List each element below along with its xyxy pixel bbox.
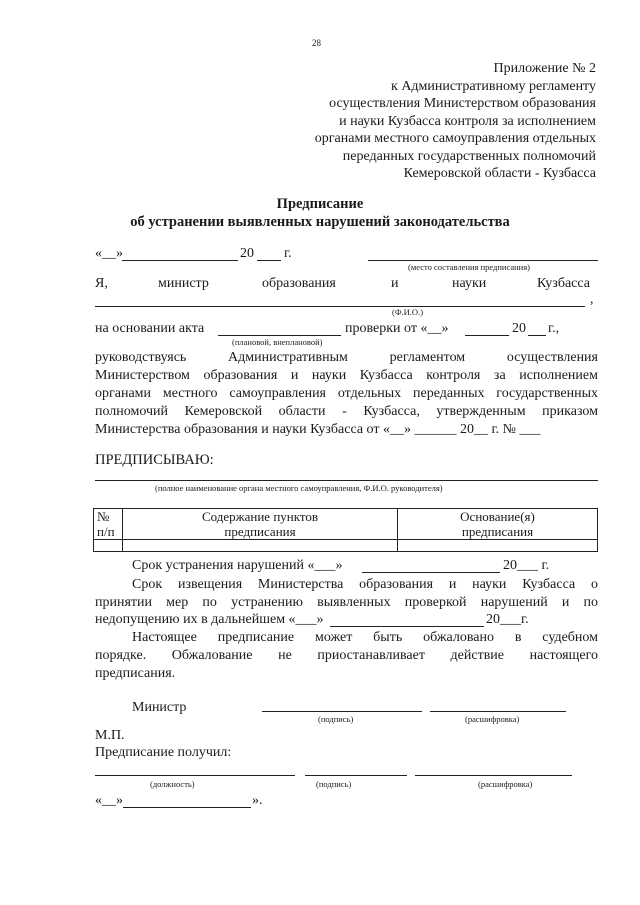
header-num: №	[97, 509, 110, 524]
appendix-line: Кемеровской области - Кузбасса	[403, 166, 596, 181]
order-line	[95, 480, 598, 481]
receive-date-end: ».	[252, 793, 263, 808]
date-year: 20	[240, 246, 254, 261]
stamp-mark: М.П.	[95, 728, 125, 743]
minister-word: образования	[262, 276, 336, 291]
notice-line: недопущению их в дальнейшем «___»	[95, 612, 324, 627]
minister-word: Я,	[95, 276, 108, 291]
fio-comma: ,	[590, 292, 594, 307]
act-month-line	[465, 335, 509, 336]
appeal-line: Настоящее предписание может быть обжаловано в судебном	[132, 630, 598, 645]
date-suffix: г.	[284, 246, 292, 261]
table-row	[94, 540, 598, 552]
deadline-date-line	[362, 572, 500, 573]
appendix-line: к Административному регламенту	[391, 78, 596, 94]
header-basis: Основание(я)	[460, 509, 535, 524]
appendix-line: осуществления Министерством образования	[329, 96, 596, 111]
appeal-line: порядке. Обжалование не приостанавливает действие настоящего	[95, 648, 598, 663]
appendix-line: органами местного самоуправления отдельных	[314, 131, 596, 146]
deadline-year: 20___ г.	[503, 558, 550, 573]
appendix-line: переданных государственных полномочий	[342, 148, 596, 164]
header-num-sub: п/п	[97, 524, 115, 539]
received-label: Предписание получил:	[95, 745, 232, 760]
act-prefix: на основании акта	[95, 321, 205, 336]
table-cell	[94, 540, 123, 552]
minister-word: Кузбасса	[537, 276, 590, 291]
table-header-cell	[123, 509, 398, 540]
act-type-line	[218, 335, 341, 336]
header-basis-sub: предписания	[461, 524, 534, 539]
body-line: руководствуясь Административным регламентом осуществления	[95, 350, 598, 365]
minister-word: науки	[452, 276, 487, 291]
act-year-line	[528, 335, 546, 336]
title-line-2: об устранении выявленных нарушений законодательства	[130, 214, 510, 230]
notice-line: принятии мер по устранению выявленных проверкой нарушений и по	[95, 595, 598, 610]
receive-date-line	[123, 807, 251, 808]
table-cell	[123, 540, 398, 552]
receive-date-open: «__»	[95, 793, 123, 808]
deadline-line: Срок устранения нарушений «___»	[132, 558, 343, 573]
appendix-line: и науки Кузбасса контроля за исполнением	[339, 113, 596, 129]
minister-decode-line	[430, 711, 566, 712]
decode-caption: (расшифровка)	[465, 714, 520, 724]
act-year: 20	[512, 321, 526, 336]
appendix-header	[315, 60, 596, 183]
notice-year: 20___г.	[486, 612, 529, 627]
sign-caption: (подпись)	[318, 714, 354, 724]
minister-word: министр	[158, 276, 209, 291]
position-line	[95, 775, 295, 776]
header-content-sub: предписания	[224, 524, 296, 539]
body-line: органами местного самоуправления отдельных переданных государственных	[95, 386, 598, 401]
page-number: 28	[312, 38, 321, 48]
place-caption: (место составления предписания)	[408, 262, 530, 272]
date-month-line	[122, 260, 238, 261]
fio-caption: (Ф.И.О.)	[392, 307, 424, 317]
body-line: полномочий Кемеровской области - Кузбасса, утвержденным приказом	[95, 404, 598, 419]
minister-word: и	[391, 276, 399, 291]
minister-label: Министр	[132, 700, 187, 715]
order-heading: ПРЕДПИСЫВАЮ:	[95, 452, 214, 468]
table-cell	[398, 540, 598, 552]
act-suffix: г.,	[548, 321, 560, 336]
order-caption: (полное наименование органа местного самоуправления, Ф.И.О. руководителя)	[155, 483, 443, 493]
prescription-table	[93, 508, 598, 552]
decode-caption-2: (расшифровка)	[478, 779, 533, 789]
appendix-line: Приложение № 2	[493, 61, 596, 76]
appeal-line: предписания.	[95, 666, 176, 681]
place-line	[368, 260, 598, 261]
title-line-1: Предписание	[276, 196, 364, 212]
notice-date-line	[330, 626, 484, 627]
act-type-caption: (плановой, внеплановой)	[232, 337, 323, 347]
table-header-row	[94, 509, 598, 540]
notice-line: Срок извещения Министерства образования и науки Кузбасса о	[132, 577, 598, 592]
position-caption: (должность)	[150, 779, 195, 789]
date-year-line	[257, 260, 281, 261]
body-line: Министерством образования и науки Кузбасса контроля за исполнением	[95, 368, 598, 383]
sign-caption-2: (подпись)	[316, 779, 352, 789]
header-content: Содержание пунктов	[201, 509, 319, 524]
minister-sign-line	[262, 711, 422, 712]
act-middle: проверки от «__»	[345, 321, 449, 336]
table-header-cell	[398, 509, 598, 540]
table-header-cell	[94, 509, 123, 540]
date-open-quote: «__»	[95, 246, 123, 261]
fio-line	[95, 306, 585, 307]
body-line: Министерства образования и науки Кузбасса от «__» ______ 20__ г. № ___	[95, 422, 541, 437]
receiver-decode-line	[415, 775, 572, 776]
receiver-sign-line	[305, 775, 407, 776]
